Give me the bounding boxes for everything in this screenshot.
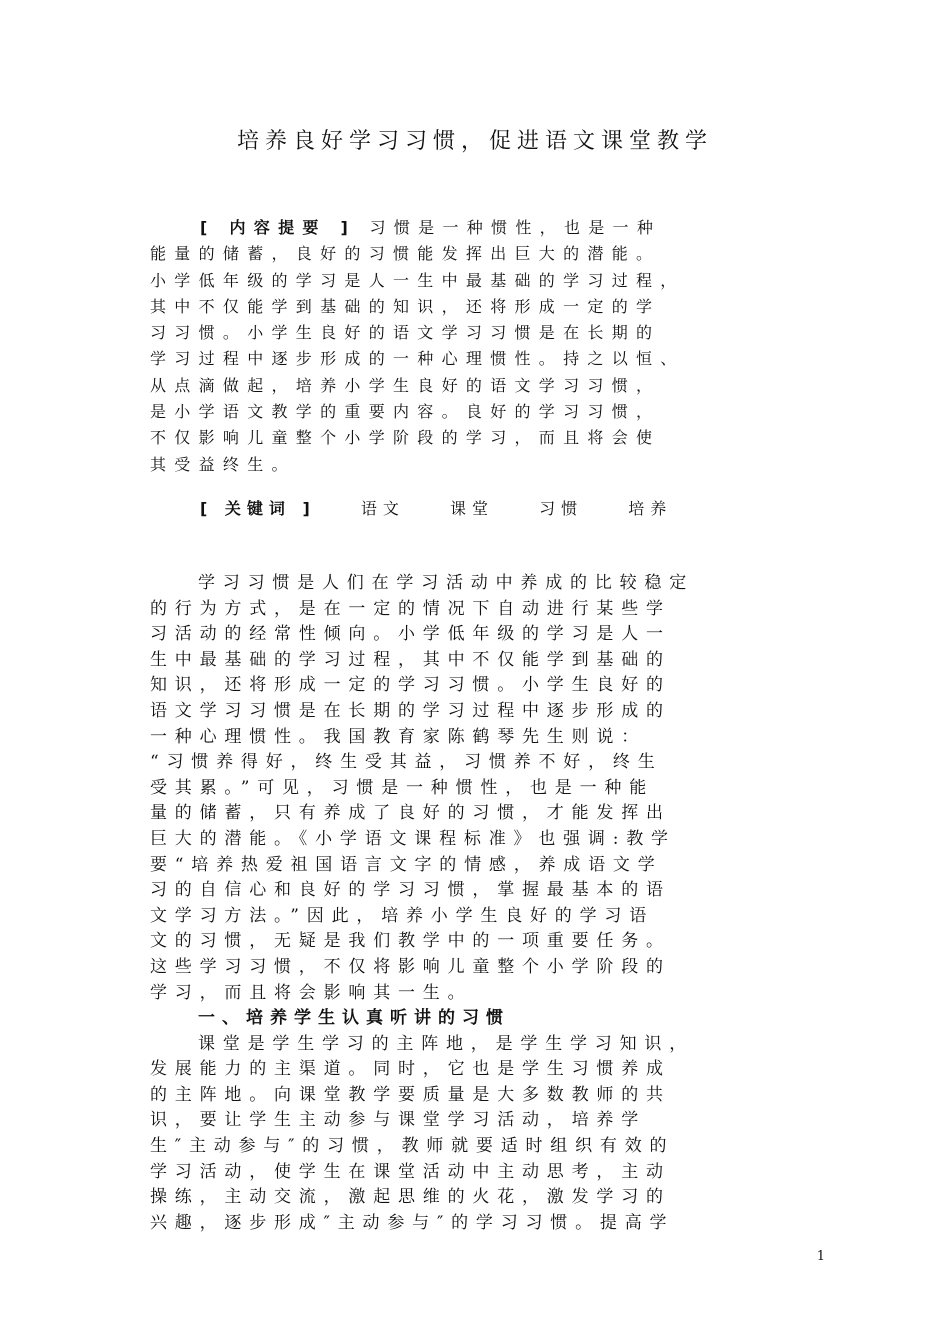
abstract-block [150,215,810,478]
abstract-line: 习习惯。小学生良好的语文学习习惯是在长期的 [150,323,661,343]
body-line: 一种心理惯性。我国教育家陈鹤琴先生则说： [150,726,646,747]
keywords-line [200,496,706,519]
body-line: 这些学习习惯，不仅将影响儿童整个小学阶段的 [150,956,671,977]
abstract-line: 从点滴做起，培养小学生良好的语文学习习惯， [150,375,661,395]
abstract-line: 不仅影响儿童整个小学阶段的学习，而且将会使 [150,428,661,448]
body-line: 文学习方法。”因此，培养小学生良好的学习语 [150,905,654,926]
page-number: 1 [816,1249,825,1264]
body-line: 文的习惯，无疑是我们教学中的一项重要任务。 [150,931,671,952]
body-line: 的行为方式，是在一定的情况下自动进行某些学 [150,598,671,619]
abstract-line: 能量的储蓄，良好的习惯能发挥出巨大的潜能。 [150,244,661,264]
document-title: 培养良好学习习惯，促进语文课堂教学 [236,129,713,154]
body-line: 习活动的经常性倾向。小学低年级的学习是人一 [150,624,671,645]
body-line: 学习习惯是人们在学习活动中养成的比较稳定 [198,573,694,593]
abstract-line: 小学低年级的学习是人一生中最基础的学习过程， [150,270,685,290]
body-line: 的主阵地。向课堂教学要质量是大多数教师的共 [150,1084,671,1105]
body-line: 量的储蓄，只有养成了良好的习惯，才能发挥出 [150,803,671,824]
body-line: 学习活动，使学生在课堂活动中主动思考，主动 [150,1161,671,1182]
abstract-line: 其中不仅能学到基础的知识，还将形成一定的学 [150,296,661,316]
keyword: 课堂 [449,499,494,518]
body-line: 受其累。”可见，习惯是一种惯性，也是一种能 [150,777,654,798]
abstract-line: [ 内容提要 ] 习惯是一种惯性，也是一种 [200,218,662,237]
body-line: 生″主动参与″的习惯，教师就要适时组织有效的 [150,1136,675,1157]
body-line: 要“培养热爱祖国语言文字的情感，养成语文学 [150,854,663,875]
abstract-line: 是小学语文教学的重要内容。良好的学习习惯， [150,402,661,422]
abstract-line: 学习过程中逐步形成的一种心理惯性。持之以恒、 [150,349,685,369]
body-line: 识，要让学生主动参与课堂学习活动，培养学 [150,1110,646,1131]
body-line: 生中最基础的学习过程，其中不仅能学到基础的 [150,649,671,670]
keyword: 语文 [360,499,405,518]
keyword: 习惯 [539,499,584,518]
body-line: 语文学习习惯是在长期的学习过程中逐步形成的 [150,700,671,721]
body-text [150,571,810,1236]
abstract-line: 其受益终生。 [150,454,296,474]
body-line: 兴趣，逐步形成″主动参与″的学习习惯。提高学 [150,1212,675,1233]
body-line: 巨大的潜能。《小学语文课程标准》也强调:教学 [150,828,676,849]
body-line: “习惯养得好，终生受其益，习惯养不好，终生 [150,752,663,773]
abstract-label: [ 内容提要 ] [200,218,357,237]
body-line: 习的自信心和良好的学习习惯，掌握最基本的语 [150,880,671,901]
keywords-label: [ 关键词 ] [200,499,316,518]
section-heading: 一、培养学生认真听讲的习惯 [198,1008,510,1029]
body-line: 知识，还将形成一定的学习习惯。小学生良好的 [150,675,671,696]
body-line: 操练，主动交流，激起思维的火花，激发学习的 [150,1187,671,1208]
body-line: 学习，而且将会影响其一生。 [150,982,473,1003]
body-line: 发展能力的主渠道。同时，它也是学生习惯养成 [150,1059,671,1080]
body-line: 课堂是学生学习的主阵地，是学生学习知识， [198,1033,694,1054]
keyword: 培养 [628,499,673,518]
